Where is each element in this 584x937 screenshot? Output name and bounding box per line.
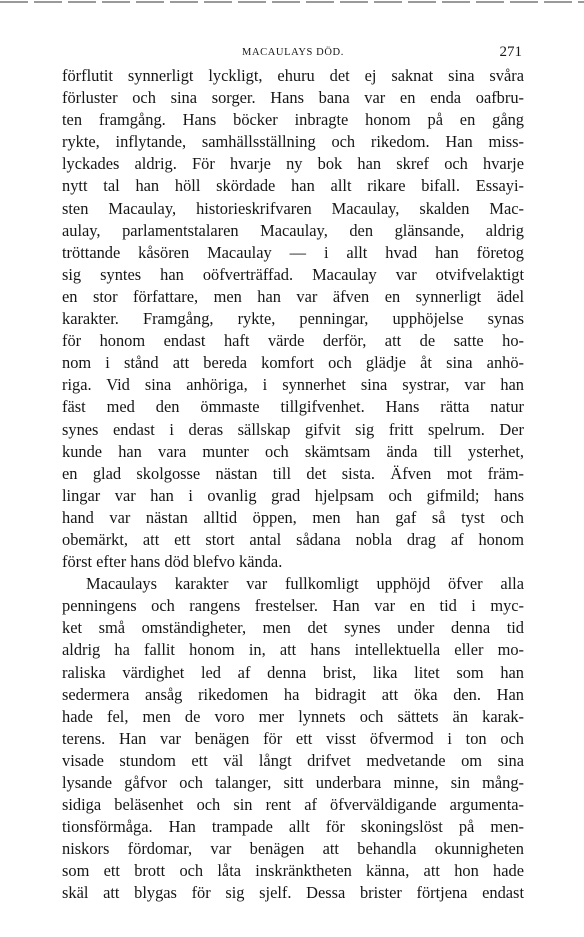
text-line: tionsförmåga. Han trampade allt för skoningslöst på men-	[62, 817, 524, 837]
paragraph	[62, 65, 524, 573]
paragraph	[62, 573, 524, 904]
text-line: raliska värdighet led af denna brist, lika litet som han	[62, 662, 524, 682]
text-line: ket små omständigheter, men det synes under denna tid	[62, 618, 524, 638]
text-line: nom i stånd att bereda komfort och glädje åt sina anhö-	[62, 353, 524, 373]
text-line: en stor författare, men han var äfven en synnerligt ädel	[62, 286, 524, 306]
text-line: synes endast i deras sällskap gifvit sig fritt spelrum. Der	[62, 419, 524, 439]
text-line: förluster och sina sorger. Hans bana var en enda oafbru-	[62, 88, 524, 108]
text-line: kunde han vara munter och skämtsam ända till ysterhet,	[62, 441, 524, 461]
text-line: lyckades aldrig. För hvarje ny bok han skref och hvarje	[62, 154, 524, 174]
body-text	[62, 65, 524, 905]
text-line: för honom endast haft värde derför, att de satte ho-	[62, 331, 524, 351]
text-line: tröttande kåsören Macaulay — i allt hvad han företog	[62, 242, 524, 262]
text-line: niskors fördomar, var benägen att behandla okunnigheten	[62, 839, 524, 859]
text-line: sten Macaulay, historieskrifvaren Macaulay, skalden Mac-	[62, 198, 524, 218]
text-line: rykte, inflytande, samhällsställning och rikedom. Han miss-	[62, 132, 524, 152]
running-head: MACAULAYS DÖD.	[242, 47, 344, 58]
text-line: visade stundom ett väl långt drifvet medvetande om sina	[62, 750, 524, 770]
text-line: obemärkt, att ett stort antal sådana nobla drag af honom	[62, 529, 524, 549]
text-line: ten framgång. Hans böcker inbragte honom på en gång	[62, 110, 524, 130]
text-line: penningens och rangens frestelser. Han var en tid i myc-	[62, 596, 524, 616]
text-line: fäst med den ömmaste tillgifvenhet. Hans rätta natur	[62, 397, 524, 417]
text-line: hand var nästan alltid öppen, men han gaf så tyst och	[62, 507, 524, 527]
text-line: karakter. Framgång, rykte, penningar, upphöjelse synas	[62, 309, 524, 329]
text-line: Macaulays karakter var fullkomligt upphöjd öfver alla	[86, 574, 524, 594]
book-page	[62, 42, 524, 905]
text-line: först efter hans död blefvo kända.	[62, 552, 283, 572]
text-line: aldrig ha fallit honom in, att hans intellektuella eller mo-	[62, 640, 524, 660]
text-line: lysande gåfvor och talanger, sitt underbara minne, sin mång-	[62, 773, 524, 792]
text-line: skäl att blygas för sig sjelf. Dessa brister förtjena endast	[62, 883, 524, 903]
text-line: hade fel, men de voro mer lynnets och sättets än karak-	[62, 706, 524, 726]
text-line: nytt tal han höll skördade han allt rikare bifall. Essayi-	[62, 176, 524, 196]
text-line: förflutit synnerligt lyckligt, ehuru det ej saknat sina svåra	[62, 66, 524, 85]
page-number: 271	[499, 44, 522, 60]
text-line: sedermera ansåg rikedomen ha bidragit att öka den. Han	[62, 684, 524, 704]
text-line: sig syntes han oöfverträffad. Macaulay var otvifvelaktigt	[62, 264, 524, 284]
text-line: sidiga beläsenhet och sin rent af öfverväldigande argumenta-	[62, 795, 524, 815]
text-line: som ett brott och låta inskränktheten känna, att hon hade	[62, 861, 524, 881]
text-line: riga. Vid sina anhöriga, i synnerhet sina systrar, var han	[62, 375, 524, 395]
text-line: terens. Han var benägen för ett visst öfvermod i ton och	[62, 728, 524, 748]
text-line: lingar var han i ovanlig grad hjelpsam och gifmild; hans	[62, 485, 524, 505]
text-line: en glad skolgosse nästan till det sista. Äfven mot främ-	[62, 463, 524, 483]
top-edge-rule	[0, 1, 584, 3]
text-line: aulay, parlamentstalaren Macaulay, den glänsande, aldrig	[62, 220, 524, 240]
page-header	[62, 42, 524, 64]
